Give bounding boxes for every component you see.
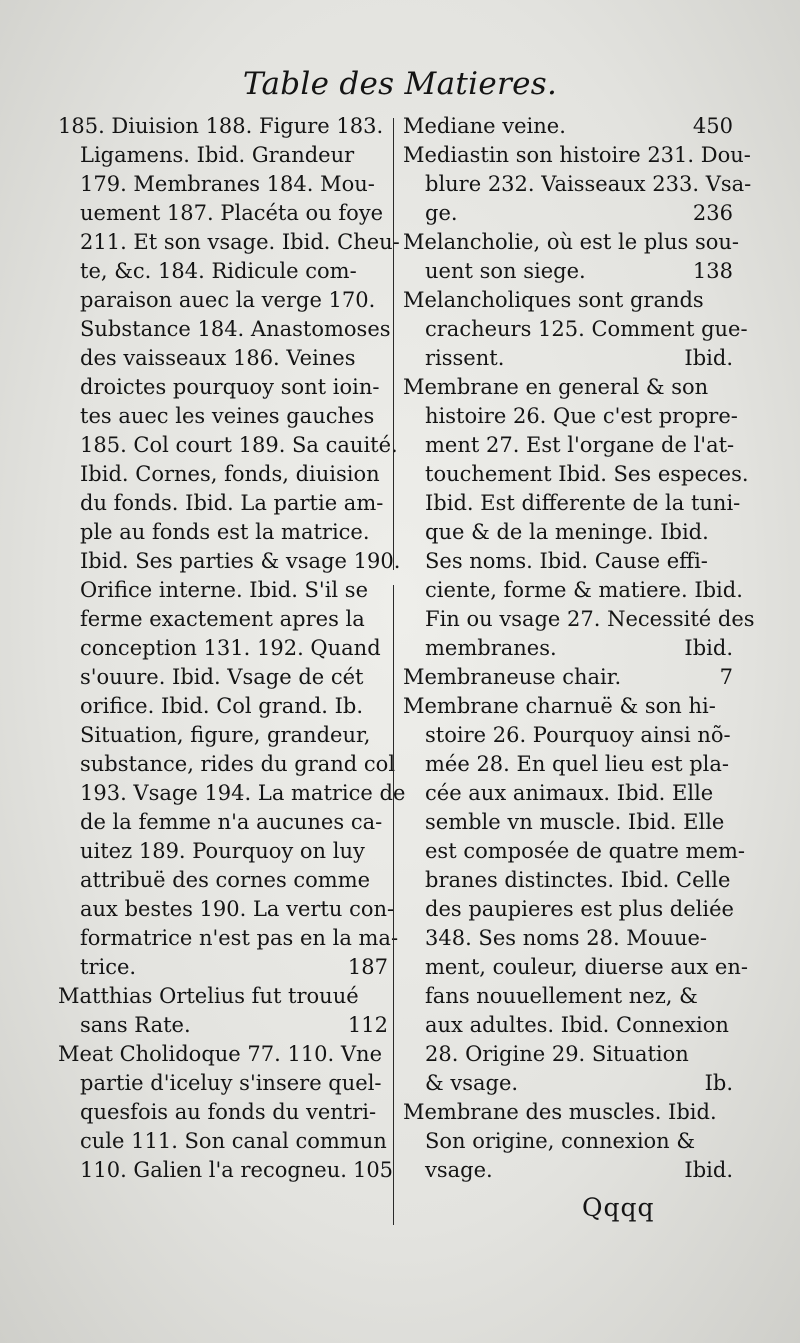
index-entry-text: cracheurs 125. Comment gue- (425, 317, 748, 341)
index-entry-text: histoire 26. Que c'est propre- (425, 404, 738, 428)
index-line (403, 460, 749, 489)
index-line (58, 634, 388, 663)
index-page-number: 105 (352, 1158, 394, 1182)
index-entry-text: uitez 189. Pourquoy on luy (80, 839, 365, 863)
index-entry-text: blure 232. Vaisseaux 233. Vsa- (425, 172, 752, 196)
index-page-number: 450 (692, 114, 733, 138)
index-entry-text: Ses noms. Ibid. Cause effi- (425, 549, 708, 573)
index-entry-text: Mediane veine. (403, 114, 566, 138)
index-entry-text: uement 187. Placéta ou foye (80, 201, 384, 225)
index-line (403, 1127, 733, 1156)
index-line (403, 1040, 733, 1069)
index-line (58, 1127, 388, 1156)
index-entry-text: des paupieres est plus deliée (425, 897, 734, 921)
index-line (58, 315, 391, 344)
index-line (403, 431, 733, 460)
index-line (58, 982, 388, 1011)
index-line (58, 199, 388, 228)
index-line (58, 576, 388, 605)
index-page-number: Ibid. (684, 1158, 733, 1182)
index-entry-text: rissent. (425, 346, 505, 370)
index-entry-text: fans nouuellement nez, & (425, 984, 698, 1008)
index-line (58, 286, 388, 315)
index-entry-text: Ibid. Cornes, fonds, diuision (80, 462, 380, 486)
index-entry-text: Ibid. Est differente de la tuni- (425, 491, 741, 515)
index-line (403, 982, 733, 1011)
index-line (403, 199, 733, 228)
index-line (403, 866, 733, 895)
index-line (403, 750, 733, 779)
left-index-column (58, 112, 406, 1185)
index-entry-text: Melancholiques sont grands (403, 288, 704, 312)
index-line (403, 373, 733, 402)
index-line (403, 1069, 733, 1098)
index-entry-text: vsage. (425, 1158, 493, 1182)
index-line (58, 170, 388, 199)
index-line (58, 924, 399, 953)
index-line (58, 1040, 388, 1069)
index-line (403, 518, 733, 547)
index-entry-text: Situation, figure, grandeur, (80, 723, 371, 747)
index-line (58, 721, 388, 750)
index-line (58, 402, 388, 431)
index-line (403, 634, 733, 663)
index-line (403, 257, 733, 286)
index-entry-text: 179. Membranes 184. Mou- (80, 172, 375, 196)
index-line (58, 257, 388, 286)
index-entry-text: trice. (80, 955, 137, 979)
index-entry-text: ple au fonds est la matrice. (80, 520, 370, 544)
index-line (58, 895, 395, 924)
index-entry-text: s'ouure. Ibid. Vsage de cét (80, 665, 364, 689)
index-line (58, 547, 401, 576)
index-page-number: 187 (347, 955, 388, 979)
index-line (58, 1098, 388, 1127)
index-entry-text: ge. (425, 201, 458, 225)
index-line (403, 1011, 733, 1040)
index-entry-text: membranes. (425, 636, 557, 660)
index-line (403, 953, 748, 982)
index-entry-text: & vsage. (425, 1071, 519, 1095)
index-entry-text: droictes pourquoy sont ioin- (80, 375, 380, 399)
index-entry-text: Matthias Ortelius fut trouué (58, 984, 359, 1008)
index-entry-text: cule 111. Son canal commun (80, 1129, 387, 1153)
index-line (403, 837, 745, 866)
index-line (403, 547, 733, 576)
index-line (58, 808, 388, 837)
index-line (58, 1069, 388, 1098)
index-page-number: 7 (719, 665, 733, 689)
index-line (58, 518, 388, 547)
index-page-number: 112 (347, 1013, 388, 1037)
index-entry-text: touchement Ibid. Ses especes. (425, 462, 749, 486)
index-entry-text: Ibid. Ses parties & vsage 190. (80, 549, 401, 573)
index-entry-text: que & de la meninge. Ibid. (425, 520, 709, 544)
index-entry-text: Mediastin son histoire 231. Dou- (403, 143, 751, 167)
index-entry-text: 211. Et son vsage. Ibid. Cheu- (80, 230, 400, 254)
index-line (58, 431, 398, 460)
index-entry-text: 110. Galien l'a recogneu. (80, 1158, 347, 1182)
index-page-number: 138 (692, 259, 733, 283)
index-entry-text: tes auec les veines gauches (80, 404, 375, 428)
index-entry-text: conception 131. 192. Quand (80, 636, 381, 660)
index-line (58, 141, 388, 170)
index-line (58, 1156, 394, 1185)
index-line (403, 692, 733, 721)
index-line (403, 895, 733, 924)
index-entry-text: Son origine, connexion & (425, 1129, 696, 1153)
right-index-column (403, 112, 755, 1185)
index-entry-text: Ligamens. Ibid. Grandeur (80, 143, 355, 167)
index-line (403, 170, 752, 199)
index-entry-text: substance, rides du grand col (80, 752, 396, 776)
index-line (403, 112, 733, 141)
index-page-number: Ibid. (684, 636, 733, 660)
index-line (403, 605, 755, 634)
index-entry-text: de la femme n'a aucunes ca- (80, 810, 383, 834)
index-entry-text: 185. Col court 189. Sa cauité. (80, 433, 398, 457)
index-entry-text: sans Rate. (80, 1013, 191, 1037)
index-page-number: Ibid. (684, 346, 733, 370)
index-line (403, 489, 741, 518)
index-page-number: 236 (692, 201, 733, 225)
index-line (58, 953, 388, 982)
index-entry-text: stoire 26. Pourquoy ainsi nõ- (425, 723, 731, 747)
index-line (58, 866, 388, 895)
index-line (403, 721, 733, 750)
index-entry-text: formatrice n'est pas en la ma- (80, 926, 399, 950)
index-line (58, 112, 388, 141)
index-line (58, 228, 400, 257)
index-line (58, 605, 388, 634)
index-line (403, 315, 748, 344)
index-entry-text: Orifice interne. Ibid. S'il se (80, 578, 369, 602)
index-line (58, 344, 388, 373)
signature-mark: Qqqq (582, 1193, 655, 1222)
index-line (403, 402, 738, 431)
index-entry-text: attribuë des cornes comme (80, 868, 371, 892)
index-entry-text: semble vn muscle. Ibid. Elle (425, 810, 725, 834)
index-entry-text: quesfois au fonds du ventri- (80, 1100, 377, 1124)
index-line (403, 808, 733, 837)
index-entry-text: aux adultes. Ibid. Connexion (425, 1013, 729, 1037)
index-entry-text: uent son siege. (425, 259, 586, 283)
index-line (58, 779, 406, 808)
index-entry-text: est composée de quatre mem- (425, 839, 745, 863)
index-line (58, 489, 388, 518)
index-entry-text: Meat Cholidoque 77. 110. Vne (58, 1042, 383, 1066)
index-entry-text: Membrane charnuë & son hi- (403, 694, 716, 718)
index-line (403, 576, 743, 605)
index-entry-text: Membraneuse chair. (403, 665, 622, 689)
index-entry-text: du fonds. Ibid. La partie am- (80, 491, 384, 515)
column-divider-upper (393, 118, 394, 570)
index-line (403, 663, 733, 692)
index-entry-text: Substance 184. Anastomoses (80, 317, 391, 341)
index-line (58, 663, 388, 692)
index-entry-text: 348. Ses noms 28. Mouue- (425, 926, 708, 950)
index-entry-text: ciente, forme & matiere. Ibid. (425, 578, 743, 602)
index-line (58, 692, 388, 721)
index-entry-text: paraison auec la verge 170. (80, 288, 376, 312)
column-divider-lower (393, 585, 394, 1225)
page-title: Table des Matieres. (242, 66, 558, 102)
index-entry-text: 193. Vsage 194. La matrice de (80, 781, 406, 805)
index-line (403, 924, 733, 953)
index-line (403, 141, 751, 170)
index-page-number: Ib. (704, 1071, 733, 1095)
index-line (58, 1011, 388, 1040)
index-entry-text: Membrane des muscles. Ibid. (403, 1100, 717, 1124)
index-entry-text: Fin ou vsage 27. Necessité des (425, 607, 755, 631)
index-entry-text: Melancholie, où est le plus sou- (403, 230, 739, 254)
index-entry-text: ment 27. Est l'organe de l'at- (425, 433, 735, 457)
index-line (58, 460, 388, 489)
index-line (403, 344, 733, 373)
index-line (58, 373, 388, 402)
index-line (403, 779, 733, 808)
index-entry-text: ment, couleur, diuerse aux en- (425, 955, 748, 979)
index-entry-text: te, &c. 184. Ridicule com- (80, 259, 357, 283)
index-entry-text: 28. Origine 29. Situation (425, 1042, 689, 1066)
index-line (403, 228, 739, 257)
index-entry-text: Membrane en general & son (403, 375, 709, 399)
index-entry-text: cée aux animaux. Ibid. Elle (425, 781, 714, 805)
index-entry-text: ferme exactement apres la (80, 607, 365, 631)
index-entry-text: branes distinctes. Ibid. Celle (425, 868, 731, 892)
index-entry-text: des vaisseaux 186. Veines (80, 346, 356, 370)
index-entry-text: aux bestes 190. La vertu con- (80, 897, 395, 921)
index-line (403, 1098, 733, 1127)
index-line (403, 286, 733, 315)
index-entry-text: 185. Diuision 188. Figure 183. (58, 114, 384, 138)
index-line (58, 837, 388, 866)
index-entry-text: mée 28. En quel lieu est pla- (425, 752, 729, 776)
index-line (403, 1156, 733, 1185)
index-line (58, 750, 396, 779)
index-entry-text: orifice. Ibid. Col grand. Ib. (80, 694, 364, 718)
index-entry-text: partie d'iceluy s'insere quel- (80, 1071, 382, 1095)
